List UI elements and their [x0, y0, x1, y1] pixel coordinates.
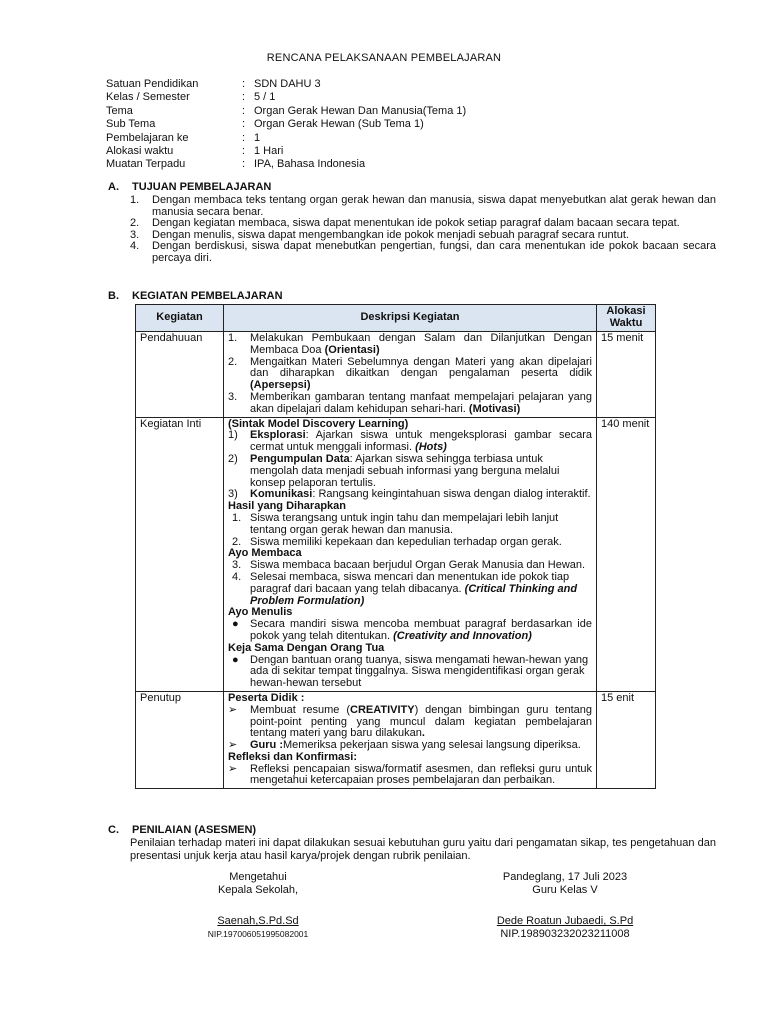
- identity-label: Kelas / Semester: [106, 91, 190, 104]
- list-item: 2) Pengumpulan Data: Ajarkan siswa sehingga terbiasa untuk mengolah data menjadi sebuah informasi yang berguna melalui konsep pelaporan tertulis.: [228, 452, 560, 489]
- activity-description: [224, 417, 597, 691]
- identity-row: Pembelajaran ke : 1: [106, 131, 261, 144]
- activity-time: 15 enit: [597, 691, 656, 788]
- penilaian-paragraph: Penilaian terhadap materi ini dapat dilakukan sesuai kebutuhan guru yaitu dari pengamatan sikap, tes pengetahuan dan presentasi unjuk kerja atau hasil karya/projek dengan rubrik penilaian.: [130, 837, 716, 862]
- bullet-icon: ●: [232, 653, 239, 666]
- arrow-bullet-icon: ➢: [228, 703, 238, 716]
- list-item: ➢ Membuat resume (CREATIVITY) dengan bimbingan guru tentang point-point penting yang muncul dalam kegiatan pembelajaran tentang materi yang baru dilakukan.: [228, 703, 592, 740]
- list-item: 3. Memberikan gambaran tentang manfaat mempelajari pelajaran yang akan dipelajari dalam kehidupan sehari-hari. (Motivasi): [228, 390, 592, 415]
- signer-name: Dede Roatun Jubaedi, S.Pd: [496, 915, 634, 927]
- list-item: 3) Komunikasi: Rangsang keingintahuan siswa dengan dialog interaktif.: [228, 488, 591, 501]
- list-item: ● Secara mandiri siswa mencoba membuat paragraf berdasarkan ide pokok yang telah ditentukan. (Creativity and Innovation): [232, 618, 592, 642]
- list-item: 4. Selesai membaca, siswa mencari dan menentukan ide pokok tiap paragraf dari bacaan yang telah dibacanya. (Critical Thinking and Problem Formulation): [232, 570, 578, 607]
- list-item: 1. Siswa terangsang untuk ingin tahu dan mempelajari lebih lanjut tentang organ gerak hewan dan manusia.: [232, 511, 559, 536]
- list-item: ➢ Guru :Memeriksa pekerjaan siswa yang selesai langsung diperiksa.: [228, 739, 581, 752]
- sintak-heading: (Sintak Model Discovery Learning): [228, 417, 409, 430]
- list-item: 1. Melakukan Pembukaan dengan Salam dan Dilanjutkan Dengan Membaca Doa (Orientasi): [228, 332, 592, 356]
- identity-label: Tema: [106, 104, 133, 117]
- section-c-heading: C. PENILAIAN (ASESMEN): [108, 824, 257, 836]
- identity-value: 5 / 1: [254, 91, 276, 104]
- identity-label: Satuan Pendidikan: [106, 78, 199, 90]
- list-item: 2. Mengaitkan Materi Sebelumnya dengan Materi yang akan dipelajari dan diharapkan dikaitkan dengan pengalaman peserta didik (Apersepsi): [228, 355, 592, 392]
- identity-value: 1 Hari: [254, 144, 284, 157]
- subheading: Ayo Menulis: [228, 606, 293, 619]
- subheading: Peserta Didik :: [228, 691, 305, 704]
- identity-label: Sub Tema: [106, 118, 156, 131]
- subheading: Hasil yang Diharapkan: [228, 500, 346, 513]
- bullet-icon: ●: [232, 618, 239, 631]
- table-header-row: [136, 305, 656, 332]
- identity-value: IPA, Bahasa Indonesia: [254, 158, 366, 171]
- identity-row: Kelas / Semester : 5 / 1: [106, 91, 276, 104]
- list-item: 3. Siswa membaca bacaan berjudul Organ Gerak Manusia dan Hewan.: [232, 559, 586, 572]
- table-row-penutup: [136, 691, 656, 788]
- list-item: ➢ Refleksi pencapaian siswa/formatif asesmen, dan refleksi guru untuk mengetahui ketercapaian proses pembelajaran dan perbaikan.: [228, 762, 592, 787]
- section-a-heading: A. TUJUAN PEMBELAJARAN: [108, 181, 272, 193]
- arrow-bullet-icon: ➢: [228, 739, 238, 752]
- goal-item: 2. Dengan kegiatan membaca, siswa dapat menentukan ide pokok setiap paragraf dalam bacaan secara tepat.: [130, 217, 680, 230]
- identity-row: Tema : Organ Gerak Hewan Dan Manusia(Tema 1): [106, 104, 467, 117]
- identity-row: Satuan Pendidikan : SDN DAHU 3: [106, 78, 321, 90]
- identity-value: 1: [254, 131, 261, 144]
- activity-label: Kegiatan Inti: [136, 417, 224, 691]
- list-item: 2. Siswa memiliki kepekaan dan kepedulian terhadap organ gerak.: [232, 535, 562, 548]
- identity-label: Alokasi waktu: [106, 144, 174, 157]
- list-item: ● Dengan bantuan orang tuanya, siswa mengamati hewan-hewan yang ada di sekitar tempat tinggalnya. Siswa mengidentifikasi organ gerak hewan-hewan tersebut: [232, 653, 589, 690]
- activity-time: 15 menit: [597, 332, 656, 418]
- table-row-inti: [136, 417, 656, 691]
- signer-nip: NIP.198903232023211008: [500, 928, 630, 940]
- subheading: Refleksi dan Konfirmasi:: [228, 750, 357, 763]
- identity-label: Muatan Terpadu: [106, 158, 186, 171]
- identity-label: Pembelajaran ke: [106, 131, 189, 144]
- signature-left: Mengetahui Kepala Sekolah, Saenah,S.Pd.Sd NIP.197006051995082001: [188, 871, 328, 941]
- activity-description: [224, 332, 597, 418]
- column-header: Alokasi Waktu: [597, 305, 656, 332]
- identity-row: Muatan Terpadu : IPA, Bahasa Indonesia: [106, 158, 366, 171]
- identity-row: Sub Tema : Organ Gerak Hewan (Sub Tema 1): [106, 118, 424, 131]
- signer-nip: NIP.197006051995082001: [207, 929, 309, 939]
- activity-description: [224, 691, 597, 788]
- goal-item: 3. Dengan menulis, siswa dapat mengembangkan ide pokok menjadi sebuah paragraf secara runtut.: [130, 228, 629, 241]
- goals-list: [126, 195, 716, 265]
- list-item: 1) Eksplorasi: Ajarkan siswa untuk mengeksplorasi gambar secara cermat untuk menggali informasi. (Hots): [228, 429, 592, 454]
- goal-item: 4. Dengan berdiskusi, siswa dapat menebutkan pengertian, fungsi, dan cara menentukan ide pokok bacaan secara percaya diri.: [130, 240, 716, 264]
- goal-item: 1. Dengan membaca teks tentang organ gerak hewan dan manusia, siswa dapat menyebutkan alat gerak hewan dan manusia secara benar.: [130, 194, 716, 218]
- subheading: Keja Sama Dengan Orang Tua: [228, 641, 385, 654]
- section-b-heading: B. KEGIATAN PEMBELAJARAN: [108, 290, 283, 302]
- activity-time: 140 menit: [597, 417, 656, 691]
- table-row-pendahuluan: [136, 332, 656, 418]
- document-title: RENCANA PELAKSANAAN PEMBELAJARAN: [266, 52, 502, 64]
- activity-label: Pendahuuan: [136, 332, 224, 418]
- identity-value: Organ Gerak Hewan Dan Manusia(Tema 1): [254, 104, 467, 117]
- identity-block: [106, 78, 466, 172]
- identity-row: Alokasi waktu : 1 Hari: [106, 144, 284, 157]
- arrow-bullet-icon: ➢: [228, 762, 238, 775]
- signature-right: Pandeglang, 17 Juli 2023 Guru Kelas V Dede Roatun Jubaedi, S.Pd NIP.198903232023211008: [470, 871, 660, 941]
- column-header: Deskripsi Kegiatan: [224, 305, 597, 332]
- identity-value: Organ Gerak Hewan (Sub Tema 1): [254, 118, 424, 131]
- column-header: Kegiatan: [136, 305, 224, 332]
- activity-label: Penutup: [136, 691, 224, 788]
- activities-table: [135, 304, 656, 789]
- identity-value: SDN DAHU 3: [254, 78, 321, 90]
- signer-name: Saenah,S.Pd.Sd: [217, 915, 299, 927]
- subheading: Ayo Membaca: [228, 547, 302, 560]
